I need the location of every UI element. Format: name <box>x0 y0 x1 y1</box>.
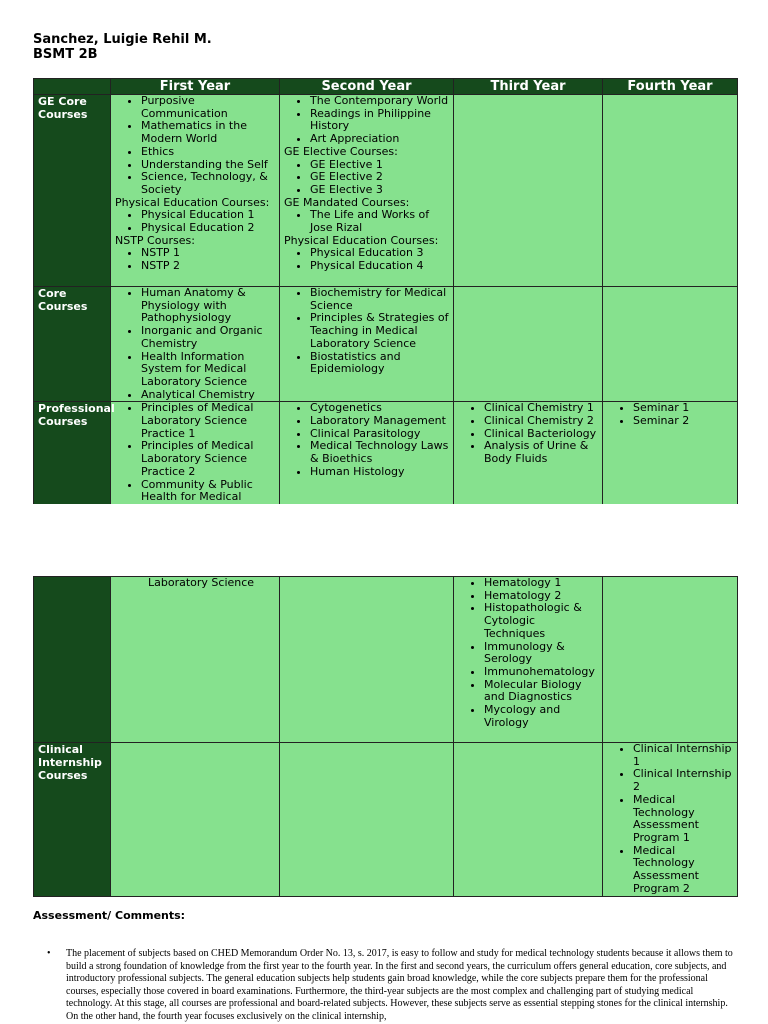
list-item: • Purposive Communication <box>141 95 275 120</box>
list-item: • The Life and Works of Jose Rizal <box>310 209 449 234</box>
cell-prof-y2-cont <box>280 577 454 743</box>
cell-clin-y4 <box>603 743 738 897</box>
list-item: • Clinical Parasitology <box>310 428 449 441</box>
list-item: • Health Information System for Medical Laboratory Science <box>141 351 275 389</box>
year-header: First Year <box>111 79 280 95</box>
course-list <box>115 247 275 272</box>
curriculum-table-page1 <box>33 78 738 504</box>
list-item: • Principles & Strategies of Teaching in Medical Laboratory Science <box>310 312 449 350</box>
list-item: • Molecular Biology and Diagnostics <box>484 679 598 704</box>
continued-text: Laboratory Science <box>148 576 255 589</box>
table-row-core <box>34 287 738 402</box>
list-item: • GE Elective 2 <box>310 171 449 184</box>
cell-ge-y3 <box>454 95 603 287</box>
table-row-ge-core <box>34 95 738 287</box>
list-item: • Clinical Internship 2 <box>633 768 733 793</box>
list-item: • NSTP 2 <box>141 260 275 273</box>
list-item: • Immunology & Serology <box>484 641 598 666</box>
list-item: • GE Elective 3 <box>310 184 449 197</box>
year-header-row <box>34 79 738 95</box>
course-list <box>458 402 598 466</box>
group-label: GE Mandated Courses: <box>284 195 410 209</box>
list-item: • Physical Education 1 <box>141 209 275 222</box>
list-item: • Analysis of Urine & Body Fluids <box>484 440 598 465</box>
cell-core-y3 <box>454 287 603 402</box>
cell-core-y4 <box>603 287 738 402</box>
course-list <box>284 209 449 234</box>
list-item: • Physical Education 4 <box>310 260 449 273</box>
list-item: • Human Histology <box>310 466 449 479</box>
list-item: • Physical Education 2 <box>141 222 275 235</box>
row-label-core: Core Courses <box>34 287 111 402</box>
group-label: NSTP Courses: <box>115 233 195 247</box>
group-label: Physical Education Courses: <box>284 233 439 247</box>
course-list <box>284 247 449 272</box>
group-label: Physical Education Courses: <box>115 195 270 209</box>
list-item: • Seminar 1 <box>633 402 733 415</box>
course-list <box>115 209 275 234</box>
cell-prof-y2 <box>280 402 454 504</box>
list-item: • Mycology and Virology <box>484 704 598 729</box>
list-item: • Histopathologic & Cytologic Techniques <box>484 602 598 640</box>
course-list <box>284 402 449 478</box>
list-item: • Cytogenetics <box>310 402 449 415</box>
course-list <box>115 287 275 401</box>
year-header: Second Year <box>280 79 454 95</box>
list-item: • Mathematics in the Modern World <box>141 120 275 145</box>
list-item: • Medical Technology Assessment Program 2 <box>633 845 733 896</box>
list-item: • The Contemporary World <box>310 95 449 108</box>
cell-prof-y3 <box>454 402 603 504</box>
list-item: • Ethics <box>141 146 275 159</box>
list-item: • Clinical Bacteriology <box>484 428 598 441</box>
course-list <box>458 577 598 729</box>
student-name: Sanchez, Luigie Rehil M. <box>33 32 212 47</box>
assessment-comment <box>47 948 737 1023</box>
course-list <box>284 159 449 197</box>
list-item: • GE Elective 1 <box>310 159 449 172</box>
row-label-professional: Professional Courses <box>34 402 111 504</box>
assessment-text: The placement of subjects based on CHED Memorandum Order No. 13, s. 2017, is easy to follow and study for medical technology students because it allows them to build a strong foundation of knowledge from the first year to the fourth year. In the first and second years, the curriculum offers general education, core subjects, and introductory professional subjects. The general education subjects help students gain broad knowledge, while the core subjects prepare them for the professional courses, especially those covered in board examinations. Furthermore, the third-year subjects are the most complex and challenging part of studying medical technology. At this stage, all courses are professional and board-related subjects. However, these subjects serve as essential stepping stones for the clinical internship. On the other hand, the fourth year focuses exclusively on the clinical internship, <box>66 948 733 1022</box>
course-list <box>115 402 275 504</box>
cell-ge-y2 <box>280 95 454 287</box>
course-list <box>115 95 275 197</box>
year-header: Fourth Year <box>603 79 738 95</box>
assessment-title: Assessment/ Comments: <box>33 909 186 922</box>
curriculum-table <box>33 78 738 504</box>
table-row-professional-cont <box>34 577 738 743</box>
row-label-professional-cont <box>34 577 111 743</box>
table-row-professional <box>34 402 738 504</box>
list-item: • Seminar 2 <box>633 415 733 428</box>
list-item: • Immunohematology <box>484 666 598 679</box>
list-item: • Biochemistry for Medical Science <box>310 287 449 312</box>
list-item: • Principles of Medical Laboratory Science Practice 1 <box>141 402 275 440</box>
list-item: • Biostatistics and Epidemiology <box>310 351 449 376</box>
cell-prof-y1 <box>111 402 280 504</box>
cell-ge-y1 <box>111 95 280 287</box>
group-label: GE Elective Courses: <box>284 144 398 158</box>
course-list <box>607 402 733 427</box>
list-item: • NSTP 1 <box>141 247 275 260</box>
cell-prof-y3-cont <box>454 577 603 743</box>
list-item: • Medical Technology Assessment Program 1 <box>633 794 733 845</box>
list-item: • Science, Technology, & Society <box>141 171 275 196</box>
list-item: • Understanding the Self <box>141 159 275 172</box>
list-item: • Inorganic and Organic Chemistry <box>141 325 275 350</box>
list-item: • Hematology 2 <box>484 590 598 603</box>
list-item: • Clinical Chemistry 1 <box>484 402 598 415</box>
list-item: • Medical Technology Laws & Bioethics <box>310 440 449 465</box>
cell-clin-y2 <box>280 743 454 897</box>
cell-prof-y4 <box>603 402 738 504</box>
list-item: • Principles of Medical Laboratory Science Practice 2 <box>141 440 275 478</box>
list-item: • Clinical Internship 1 <box>633 743 733 768</box>
row-label-clinical: Clinical Internship Courses <box>34 743 111 897</box>
course-list <box>284 95 449 146</box>
cell-prof-y4-cont <box>603 577 738 743</box>
list-item: • Analytical Chemistry <box>141 389 275 402</box>
course-list <box>607 743 733 895</box>
cell-prof-y1-cont <box>111 577 280 743</box>
row-label-ge-core: GE Core Courses <box>34 95 111 287</box>
cell-clin-y1 <box>111 743 280 897</box>
curriculum-table-continued <box>33 576 738 897</box>
cell-core-y1 <box>111 287 280 402</box>
list-item: • Physical Education 3 <box>310 247 449 260</box>
list-item: • Clinical Chemistry 2 <box>484 415 598 428</box>
bullet-icon: • <box>47 948 51 959</box>
course-list <box>284 287 449 376</box>
list-item: • Community & Public Health for Medical <box>141 479 275 504</box>
student-section: BSMT 2B <box>33 47 98 62</box>
list-item: • Laboratory Management <box>310 415 449 428</box>
cell-core-y2 <box>280 287 454 402</box>
corner-cell <box>34 79 111 95</box>
table-row-clinical <box>34 743 738 897</box>
list-item: • Hematology 1 <box>484 577 598 590</box>
list-item: • Human Anatomy & Physiology with Pathophysiology <box>141 287 275 325</box>
list-item: • Readings in Philippine History <box>310 108 449 133</box>
cell-clin-y3 <box>454 743 603 897</box>
year-header: Third Year <box>454 79 603 95</box>
list-item: • Art Appreciation <box>310 133 449 146</box>
student-header <box>33 32 212 62</box>
cell-ge-y4 <box>603 95 738 287</box>
